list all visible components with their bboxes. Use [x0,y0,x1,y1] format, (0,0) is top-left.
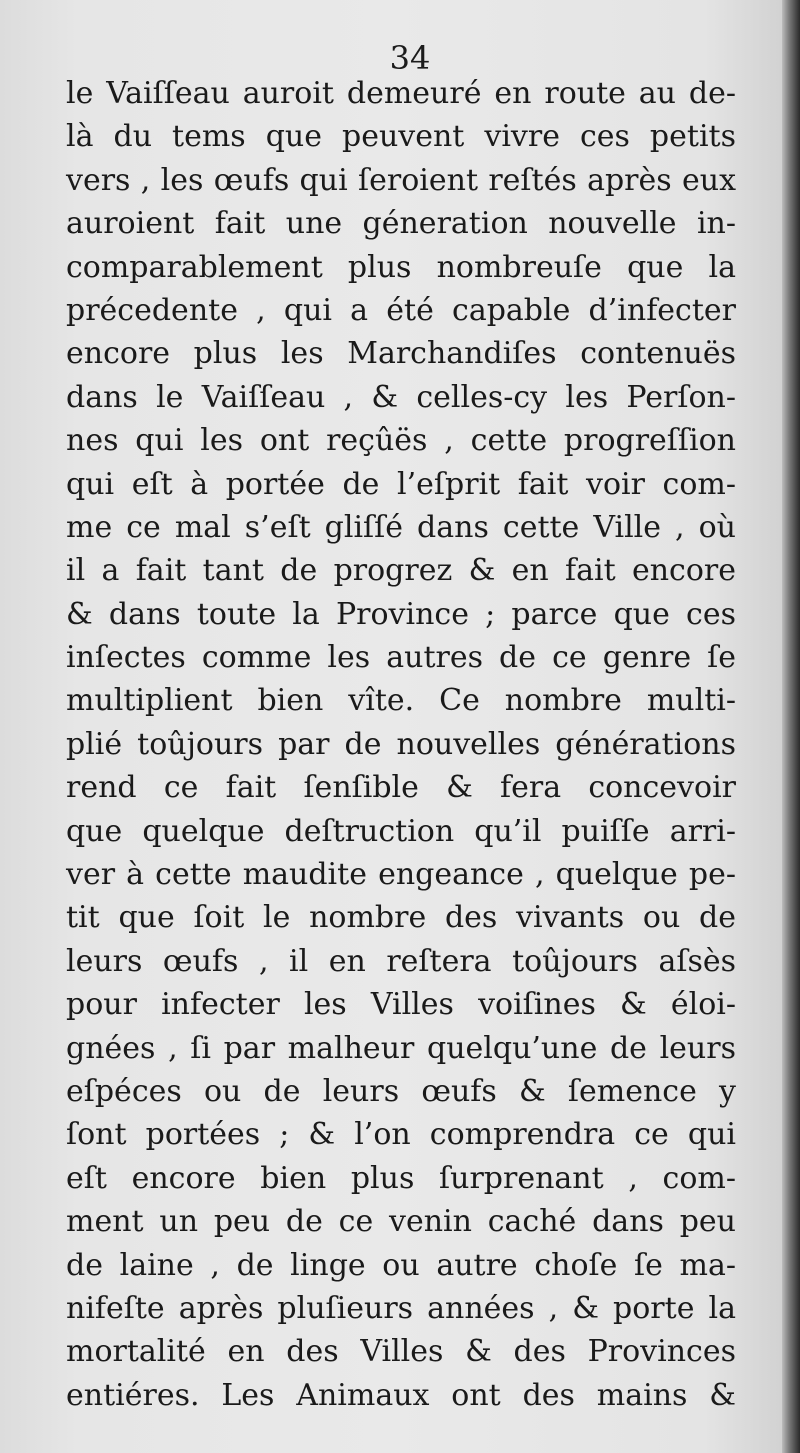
page-edge-shadow [782,0,800,1453]
text-line: ment un peu de ce venin caché dans peu [66,1204,736,1240]
text-line: le Vaiſſeau auroit demeuré en route au de- [66,76,736,111]
text-line: me ce mal s’eſt gliſſé dans cette Ville , où [66,509,736,545]
text-line: entiéres. Les Animaux ont des mains & [66,1377,736,1413]
text-line: ver à cette maudite engeance , quelque pe- [66,857,736,893]
text-line: inſectes comme les autres de ce genre ſe [66,640,736,676]
text-line: là du tems que peuvent vivre ces petits [66,119,736,155]
text-line: nifeſte après pluſieurs années , & porte la [66,1290,736,1326]
text-line: mortalité en des Villes & des Provinces [66,1334,736,1370]
text-line: gnées , ſi par malheur quelqu’une de leurs [66,1030,736,1066]
body-text [66,72,736,1417]
text-line: rend ce fait ſenſible & fera concevoir [66,770,736,806]
text-line: eſpéces ou de leurs œufs & ſemence y [66,1073,736,1109]
text-line: précedente , qui a été capable d’infecter [66,292,736,328]
text-line: eſt encore bien plus ſurprenant , com- [66,1160,736,1196]
text-line: pour infecter les Villes voiſines & éloi- [66,987,736,1023]
text-line: plié toûjours par de nouvelles générations [66,726,736,762]
text-line: comparablement plus nombreuſe que la [66,249,736,285]
text-line: leurs œufs , il en reſtera toûjours aſsès [66,943,736,979]
page-number: 34 [389,39,431,77]
text-line: de laine , de linge ou autre choſe ſe ma- [66,1247,736,1283]
text-line: dans le Vaiſſeau , & celles-cy les Perſon- [66,379,736,415]
text-line: nes qui les ont reçûës , cette progreſſion [66,423,736,459]
text-line: vers , les œufs qui ſeroient reſtés après eux [66,162,736,198]
text-line: il a fait tant de progrez & en fait encore [66,553,736,589]
text-line: multiplient bien vîte. Ce nombre multi- [66,683,736,719]
text-line: encore plus les Marchandiſes contenuës [66,336,736,372]
text-line: & dans toute la Province ; parce que ces [66,596,736,632]
text-line: que quelque deſtruction qu’il puiſſe arri- [66,813,736,849]
text-line: auroient fait une géneration nouvelle in- [66,206,736,242]
text-line: qui eſt à portée de l’eſprit fait voir com- [66,466,736,502]
text-line: tit que ſoit le nombre des vivants ou de [66,900,736,936]
text-line: ſont portées ; & l’on comprendra ce qui [66,1117,736,1153]
